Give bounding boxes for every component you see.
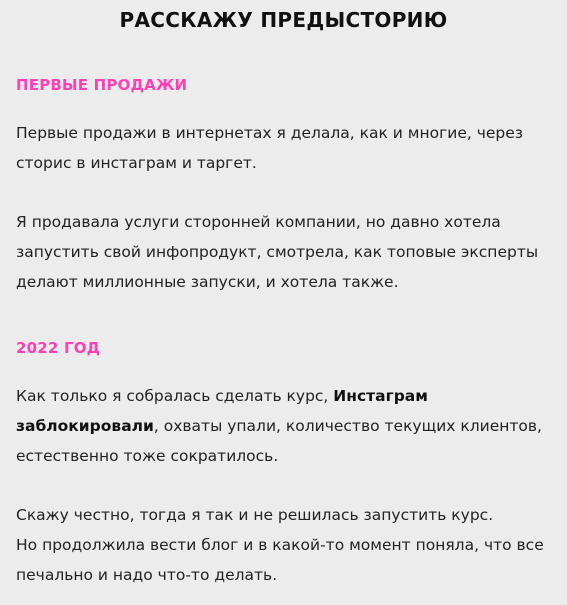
paragraph-2022-2 xyxy=(16,500,566,590)
text-run: Как только я собралась сделать курс, xyxy=(16,387,334,405)
text-line: сторис в инстаграм и таргет. xyxy=(16,154,257,172)
text-run: , охваты упали, количество текущих клиентов, xyxy=(153,417,542,435)
text-line xyxy=(16,381,566,411)
text-line: запустить свой инфопродукт, смотрела, как топовые эксперты xyxy=(16,243,539,261)
text-line: Первые продажи в интернетах я делала, как и многие, через xyxy=(16,124,524,142)
bold-text: заблокировали xyxy=(16,417,154,435)
page-title: РАССКАЖУ ПРЕДЫСТОРИЮ xyxy=(119,8,448,32)
text-line: печально и надо что-то делать. xyxy=(16,566,278,584)
section-heading-first-sales: ПЕРВЫЕ ПРОДАЖИ xyxy=(16,76,188,94)
text-line: Я продавала услуги сторонней компании, но давно хотела xyxy=(16,213,501,231)
text-line xyxy=(16,411,566,441)
paragraph-first-sales-1 xyxy=(16,118,566,178)
section-heading-2022: 2022 ГОД xyxy=(16,339,101,357)
text-line: Скажу честно, тогда я так и не решилась запустить курс. xyxy=(16,506,494,524)
text-line: естественно тоже сократилось. xyxy=(16,447,279,465)
paragraph-first-sales-2 xyxy=(16,207,566,297)
text-line: делают миллионные запуски, и хотела также. xyxy=(16,273,399,291)
bold-text: Инстаграм xyxy=(333,387,428,405)
paragraph-2022-1 xyxy=(16,381,566,471)
text-line: Но продолжила вести блог и в какой-то момент поняла, что все xyxy=(16,536,544,554)
